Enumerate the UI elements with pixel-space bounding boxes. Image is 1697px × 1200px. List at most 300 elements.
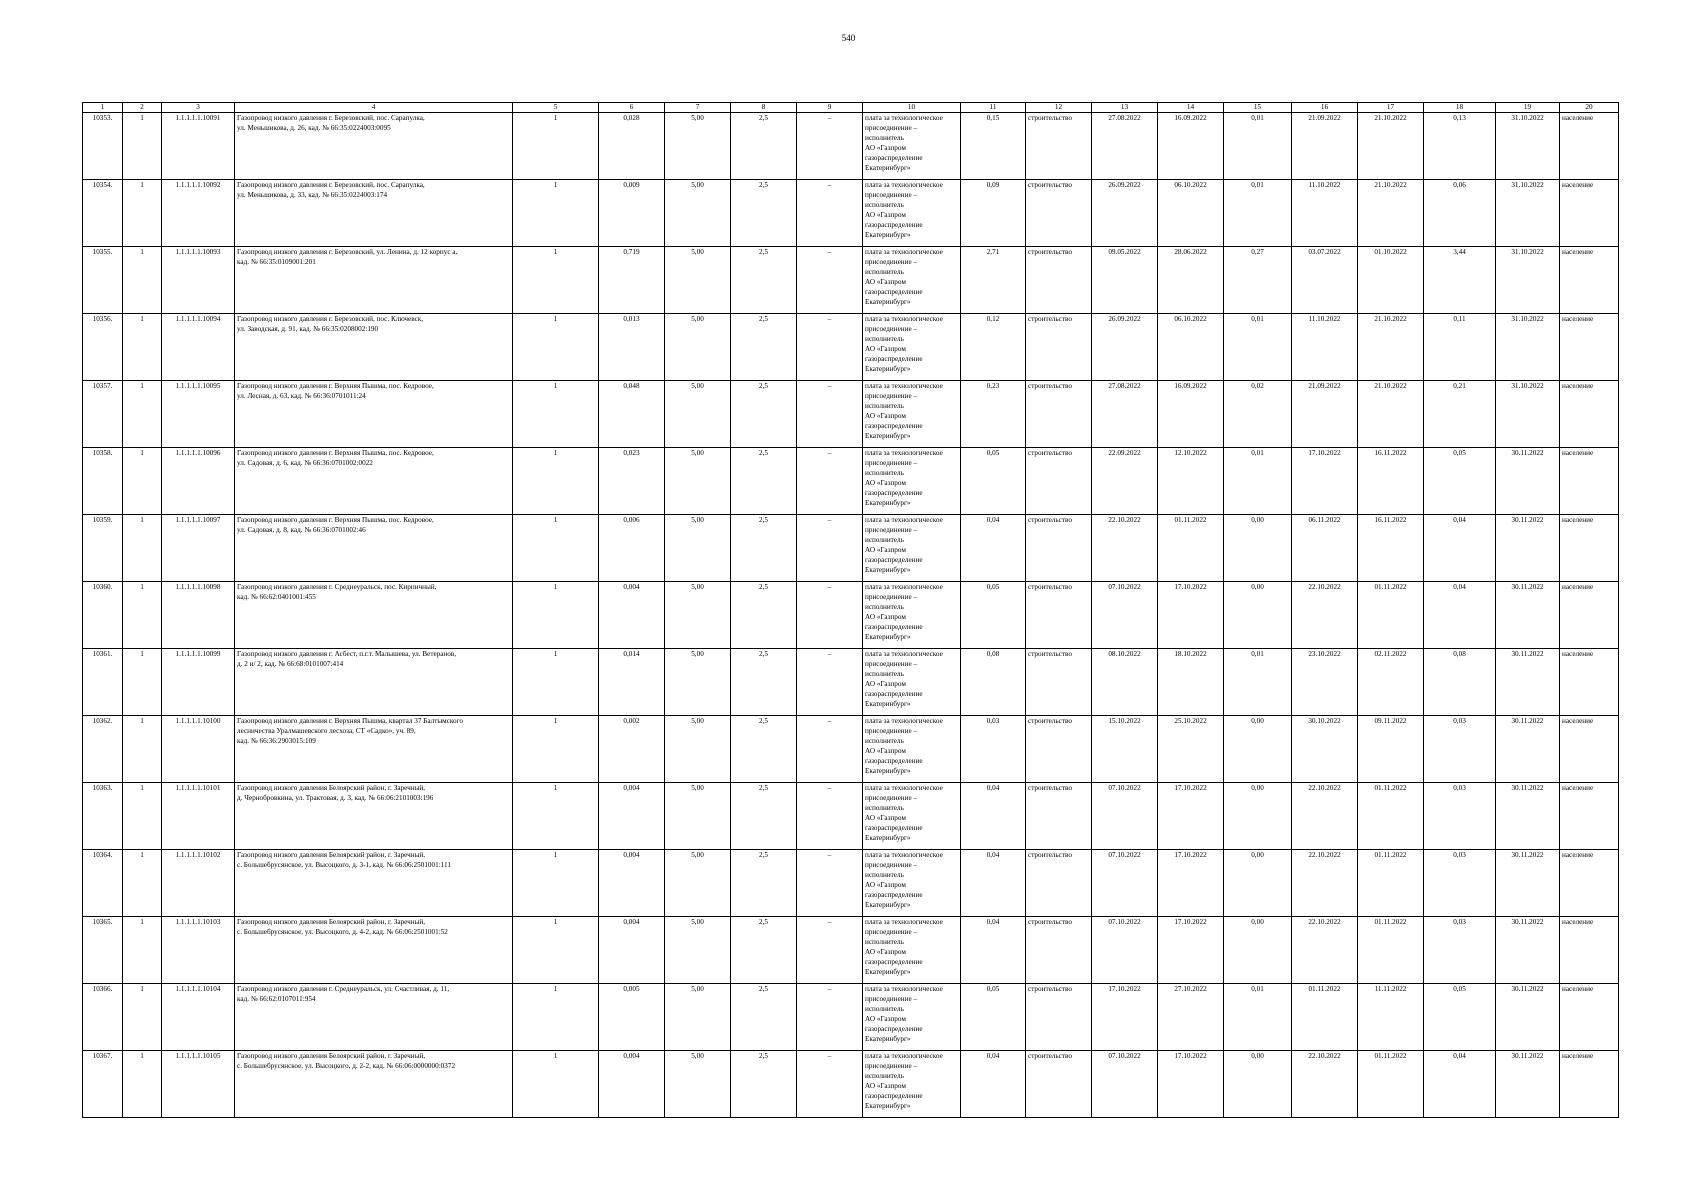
cell-c11: 0,23	[961, 381, 1026, 448]
cell-pay	[863, 180, 961, 247]
cell-c2: 1	[123, 582, 162, 649]
cell-c14: 18.10.2022	[1158, 649, 1224, 716]
pay-line: газораспределение	[865, 1025, 923, 1033]
cell-pay	[863, 113, 961, 180]
cell-c20: население	[1560, 180, 1619, 247]
cell-c6: 0,004	[599, 582, 665, 649]
cell-c18: 0,05	[1424, 448, 1496, 515]
cell-c12: строительство	[1026, 984, 1092, 1051]
cell-c9: –	[797, 1051, 863, 1118]
cell-c12: строительство	[1026, 716, 1092, 783]
pay-line: исполнитель	[865, 402, 904, 410]
cell-c5: 1	[513, 1051, 599, 1118]
cell-c19: 30.11.2022	[1496, 917, 1560, 984]
cell-c15: 0,01	[1224, 180, 1292, 247]
pay-line: плата за технологическое	[865, 181, 943, 189]
cell-c9: –	[797, 582, 863, 649]
column-header: 3	[162, 103, 235, 113]
cell-c8: 2,5	[731, 381, 797, 448]
column-header: 11	[961, 103, 1026, 113]
cell-c8: 2,5	[731, 247, 797, 314]
pay-line: плата за технологическое	[865, 851, 943, 859]
cell-code: 1.1.1.1.1.10091	[162, 113, 235, 180]
pay-line: плата за технологическое	[865, 784, 943, 792]
cell-no: 10354.	[83, 180, 123, 247]
cell-c12: строительство	[1026, 649, 1092, 716]
cell-c8: 2,5	[731, 314, 797, 381]
column-header: 15	[1224, 103, 1292, 113]
cell-c11: 0,05	[961, 582, 1026, 649]
cell-c14: 17.10.2022	[1158, 582, 1224, 649]
cell-c13: 09.05.2022	[1092, 247, 1158, 314]
pay-line: плата за технологическое	[865, 248, 943, 256]
cell-c19: 30.11.2022	[1496, 649, 1560, 716]
cell-c2: 1	[123, 180, 162, 247]
cell-desc: Газопровод низкого давления Белоярский район, г. Заречный, с. Большебрусянское, ул. Высоцкого, д. 3-1, кад. № 66:06:2501001:111	[235, 850, 513, 917]
cell-c18: 0,03	[1424, 783, 1496, 850]
pay-line: исполнитель	[865, 603, 904, 611]
table-row	[83, 515, 1619, 582]
pay-line: газораспределение	[865, 489, 923, 497]
cell-c14: 06.10.2022	[1158, 314, 1224, 381]
pay-line: Екатеринбург»	[865, 499, 911, 507]
pay-line: газораспределение	[865, 958, 923, 966]
cell-c16: 01.11.2022	[1292, 984, 1358, 1051]
cell-c8: 2,5	[731, 716, 797, 783]
cell-c18: 0,04	[1424, 515, 1496, 582]
cell-desc: Газопровод низкого давления г. Верхняя Пышма, пос. Кедровое, ул. Лесная, д. 63, кад. № 66:36:0701011:24	[235, 381, 513, 448]
cell-c8: 2,5	[731, 850, 797, 917]
cell-c2: 1	[123, 515, 162, 582]
cell-c8: 2,5	[731, 448, 797, 515]
cell-desc: Газопровод низкого давления г. Верхняя Пышма, пос. Кедровое, ул. Садовая, д. 6, кад. № 66:36:0701002:0022	[235, 448, 513, 515]
cell-c2: 1	[123, 247, 162, 314]
pay-line: исполнитель	[865, 804, 904, 812]
cell-c13: 22.10.2022	[1092, 515, 1158, 582]
cell-desc: Газопровод низкого давления Белоярский район, г. Заречный, с. Большебрусянское, ул. Высоцкого, д. 4-2, кад. № 66:06:2501001:52	[235, 917, 513, 984]
cell-c5: 1	[513, 582, 599, 649]
cell-pay	[863, 783, 961, 850]
pay-line: исполнитель	[865, 871, 904, 879]
cell-c12: строительство	[1026, 180, 1092, 247]
cell-c19: 30.11.2022	[1496, 984, 1560, 1051]
cell-c11: 0,09	[961, 180, 1026, 247]
cell-c2: 1	[123, 917, 162, 984]
pay-line: АО «Газпром	[865, 814, 906, 822]
cell-c19: 31.10.2022	[1496, 314, 1560, 381]
cell-c17: 01.11.2022	[1358, 582, 1424, 649]
pay-line: плата за технологическое	[865, 315, 943, 323]
cell-c16: 22.10.2022	[1292, 850, 1358, 917]
pay-line: исполнитель	[865, 1072, 904, 1080]
column-header: 4	[235, 103, 513, 113]
cell-c7: 5,00	[665, 716, 731, 783]
pay-line: АО «Газпром	[865, 680, 906, 688]
table-row	[83, 180, 1619, 247]
cell-c5: 1	[513, 515, 599, 582]
pay-line: исполнитель	[865, 737, 904, 745]
cell-code: 1.1.1.1.1.10104	[162, 984, 235, 1051]
pay-line: Екатеринбург»	[865, 767, 911, 775]
cell-no: 10358.	[83, 448, 123, 515]
cell-c17: 09.11.2022	[1358, 716, 1424, 783]
cell-c13: 07.10.2022	[1092, 783, 1158, 850]
cell-pay	[863, 515, 961, 582]
cell-desc: Газопровод низкого давления г. Березовский, пос. Ключевск, ул. Заводская, д. 91, кад. № 66:35:0208002:190	[235, 314, 513, 381]
cell-c2: 1	[123, 314, 162, 381]
cell-c14: 28.06.2022	[1158, 247, 1224, 314]
cell-c13: 07.10.2022	[1092, 582, 1158, 649]
cell-c6: 0,006	[599, 515, 665, 582]
cell-c17: 01.10.2022	[1358, 247, 1424, 314]
header-row	[83, 103, 1619, 113]
cell-c13: 15.10.2022	[1092, 716, 1158, 783]
table-row	[83, 917, 1619, 984]
pay-line: Екатеринбург»	[865, 365, 911, 373]
pay-line: газораспределение	[865, 623, 923, 631]
cell-c19: 30.11.2022	[1496, 716, 1560, 783]
pay-line: присоединение –	[865, 794, 918, 802]
table-row	[83, 783, 1619, 850]
pay-line: присоединение –	[865, 928, 918, 936]
table-row	[83, 716, 1619, 783]
cell-c14: 12.10.2022	[1158, 448, 1224, 515]
pay-line: АО «Газпром	[865, 881, 906, 889]
cell-c7: 5,00	[665, 1051, 731, 1118]
pay-line: АО «Газпром	[865, 211, 906, 219]
cell-c9: –	[797, 984, 863, 1051]
cell-c16: 22.10.2022	[1292, 1051, 1358, 1118]
cell-c7: 5,00	[665, 783, 731, 850]
pay-line: Екатеринбург»	[865, 298, 911, 306]
cell-c13: 07.10.2022	[1092, 1051, 1158, 1118]
cell-c20: население	[1560, 515, 1619, 582]
cell-desc: Газопровод низкого давления г. Среднеуральск, ул. Счастливая, д. 11, кад. № 66:62:0107011:954	[235, 984, 513, 1051]
cell-c15: 0,01	[1224, 113, 1292, 180]
cell-c12: строительство	[1026, 917, 1092, 984]
cell-c12: строительство	[1026, 1051, 1092, 1118]
cell-c6: 0,028	[599, 113, 665, 180]
pay-line: газораспределение	[865, 556, 923, 564]
cell-c11: 0,04	[961, 515, 1026, 582]
pay-line: Екатеринбург»	[865, 901, 911, 909]
cell-code: 1.1.1.1.1.10094	[162, 314, 235, 381]
cell-c2: 1	[123, 850, 162, 917]
cell-c17: 21.10.2022	[1358, 314, 1424, 381]
column-header: 8	[731, 103, 797, 113]
cell-c16: 22.10.2022	[1292, 917, 1358, 984]
cell-c17: 02.11.2022	[1358, 649, 1424, 716]
pay-line: плата за технологическое	[865, 583, 943, 591]
cell-c17: 01.11.2022	[1358, 1051, 1424, 1118]
cell-c8: 2,5	[731, 984, 797, 1051]
cell-c16: 11.10.2022	[1292, 314, 1358, 381]
pay-line: плата за технологическое	[865, 382, 943, 390]
table-row	[83, 247, 1619, 314]
column-header: 13	[1092, 103, 1158, 113]
cell-c15: 0,27	[1224, 247, 1292, 314]
pay-line: исполнитель	[865, 335, 904, 343]
cell-c13: 07.10.2022	[1092, 917, 1158, 984]
cell-c17: 01.11.2022	[1358, 783, 1424, 850]
cell-pay	[863, 850, 961, 917]
cell-c6: 0,048	[599, 381, 665, 448]
cell-c20: население	[1560, 381, 1619, 448]
pay-line: АО «Газпром	[865, 479, 906, 487]
cell-pay	[863, 649, 961, 716]
pay-line: АО «Газпром	[865, 345, 906, 353]
cell-c6: 0,013	[599, 314, 665, 381]
cell-c9: –	[797, 850, 863, 917]
cell-pay	[863, 582, 961, 649]
cell-c6: 0,023	[599, 448, 665, 515]
cell-c11: 0,04	[961, 1051, 1026, 1118]
pay-line: присоединение –	[865, 727, 918, 735]
cell-c15: 0,00	[1224, 515, 1292, 582]
pay-line: АО «Газпром	[865, 412, 906, 420]
cell-c20: население	[1560, 984, 1619, 1051]
cell-code: 1.1.1.1.1.10097	[162, 515, 235, 582]
table-row	[83, 381, 1619, 448]
cell-c9: –	[797, 649, 863, 716]
cell-c19: 30.11.2022	[1496, 448, 1560, 515]
cell-code: 1.1.1.1.1.10101	[162, 783, 235, 850]
pay-line: исполнитель	[865, 469, 904, 477]
cell-desc: Газопровод низкого давления г. Среднеуральск, пос. Кирпичный, кад. № 66:62:0401001:455	[235, 582, 513, 649]
data-table	[82, 102, 1619, 1118]
cell-c14: 01.11.2022	[1158, 515, 1224, 582]
cell-c19: 30.11.2022	[1496, 1051, 1560, 1118]
cell-c16: 23.10.2022	[1292, 649, 1358, 716]
pay-line: присоединение –	[865, 526, 918, 534]
cell-c7: 5,00	[665, 180, 731, 247]
cell-c6: 0,002	[599, 716, 665, 783]
cell-c2: 1	[123, 448, 162, 515]
cell-c7: 5,00	[665, 917, 731, 984]
cell-c13: 27.08.2022	[1092, 113, 1158, 180]
pay-line: присоединение –	[865, 660, 918, 668]
table-row	[83, 649, 1619, 716]
column-header: 9	[797, 103, 863, 113]
cell-c7: 5,00	[665, 582, 731, 649]
cell-c6: 0,004	[599, 1051, 665, 1118]
cell-desc: Газопровод низкого давления г. Верхняя Пышма, квартал 37 Балтымского лесничества Уралмашевского лесхоза, СТ «Садко», уч. 89, кад. № 66:36:2903015:109	[235, 716, 513, 783]
table-row	[83, 113, 1619, 180]
cell-c18: 0,04	[1424, 1051, 1496, 1118]
pay-line: присоединение –	[865, 1062, 918, 1070]
cell-c2: 1	[123, 1051, 162, 1118]
cell-c11: 0,04	[961, 850, 1026, 917]
cell-c13: 08.10.2022	[1092, 649, 1158, 716]
cell-desc: Газопровод низкого давления г. Березовский, ул. Ленина, д. 12 корпус а, кад. № 66:35:0109001:201	[235, 247, 513, 314]
pay-line: Екатеринбург»	[865, 231, 911, 239]
cell-pay	[863, 984, 961, 1051]
cell-c9: –	[797, 448, 863, 515]
cell-c16: 17.10.2022	[1292, 448, 1358, 515]
cell-c15: 0,00	[1224, 716, 1292, 783]
pay-line: газораспределение	[865, 355, 923, 363]
cell-c5: 1	[513, 448, 599, 515]
cell-c5: 1	[513, 649, 599, 716]
cell-c16: 06.11.2022	[1292, 515, 1358, 582]
cell-c11: 0,12	[961, 314, 1026, 381]
cell-c8: 2,5	[731, 515, 797, 582]
cell-c16: 22.10.2022	[1292, 783, 1358, 850]
cell-c15: 0,00	[1224, 917, 1292, 984]
pay-line: исполнитель	[865, 938, 904, 946]
pay-line: исполнитель	[865, 201, 904, 209]
cell-c9: –	[797, 917, 863, 984]
column-header: 7	[665, 103, 731, 113]
pay-line: Екатеринбург»	[865, 700, 911, 708]
cell-c13: 17.10.2022	[1092, 984, 1158, 1051]
cell-c19: 30.11.2022	[1496, 850, 1560, 917]
table-row	[83, 582, 1619, 649]
pay-line: Екатеринбург»	[865, 432, 911, 440]
pay-line: газораспределение	[865, 221, 923, 229]
pay-line: Екатеринбург»	[865, 1102, 911, 1110]
column-header: 2	[123, 103, 162, 113]
cell-c14: 27.10.2022	[1158, 984, 1224, 1051]
cell-c12: строительство	[1026, 783, 1092, 850]
cell-c19: 31.10.2022	[1496, 180, 1560, 247]
cell-c17: 01.11.2022	[1358, 850, 1424, 917]
cell-c9: –	[797, 113, 863, 180]
cell-c19: 30.11.2022	[1496, 783, 1560, 850]
pay-line: исполнитель	[865, 1005, 904, 1013]
cell-c16: 21.09.2022	[1292, 381, 1358, 448]
cell-c17: 01.11.2022	[1358, 917, 1424, 984]
cell-c17: 21.10.2022	[1358, 180, 1424, 247]
cell-desc: Газопровод низкого давления г. Верхняя Пышма, пос. Кедровое, ул. Садовая, д. 8, кад. № 66:36:0701002:46	[235, 515, 513, 582]
cell-pay	[863, 314, 961, 381]
cell-c9: –	[797, 783, 863, 850]
cell-c20: население	[1560, 582, 1619, 649]
cell-no: 10361.	[83, 649, 123, 716]
cell-c7: 5,00	[665, 247, 731, 314]
cell-c20: население	[1560, 783, 1619, 850]
table-row	[83, 984, 1619, 1051]
pay-line: газораспределение	[865, 154, 923, 162]
pay-line: плата за технологическое	[865, 449, 943, 457]
cell-c18: 0,21	[1424, 381, 1496, 448]
cell-c19: 30.11.2022	[1496, 582, 1560, 649]
cell-c6: 0,004	[599, 850, 665, 917]
cell-no: 10359.	[83, 515, 123, 582]
cell-code: 1.1.1.1.1.10096	[162, 448, 235, 515]
column-header: 18	[1424, 103, 1496, 113]
cell-c18: 0,04	[1424, 582, 1496, 649]
column-header: 6	[599, 103, 665, 113]
pay-line: газораспределение	[865, 1092, 923, 1100]
pay-line: Екатеринбург»	[865, 1035, 911, 1043]
cell-c7: 5,00	[665, 515, 731, 582]
cell-code: 1.1.1.1.1.10102	[162, 850, 235, 917]
cell-c8: 2,5	[731, 1051, 797, 1118]
pay-line: АО «Газпром	[865, 747, 906, 755]
cell-c5: 1	[513, 783, 599, 850]
cell-c14: 16.09.2022	[1158, 381, 1224, 448]
cell-c9: –	[797, 247, 863, 314]
cell-pay	[863, 381, 961, 448]
pay-line: исполнитель	[865, 670, 904, 678]
cell-c19: 30.11.2022	[1496, 515, 1560, 582]
cell-c12: строительство	[1026, 515, 1092, 582]
cell-c17: 21.10.2022	[1358, 381, 1424, 448]
pay-line: АО «Газпром	[865, 948, 906, 956]
cell-desc: Газопровод низкого давления г. Березовский, пос. Сарапулка, ул. Меньшикова, д. 33, кад. № 66:35:0224003:174	[235, 180, 513, 247]
cell-c14: 17.10.2022	[1158, 917, 1224, 984]
cell-c18: 0,03	[1424, 850, 1496, 917]
cell-c16: 11.10.2022	[1292, 180, 1358, 247]
cell-c11: 2,71	[961, 247, 1026, 314]
cell-c12: строительство	[1026, 381, 1092, 448]
cell-code: 1.1.1.1.1.10099	[162, 649, 235, 716]
pay-line: присоединение –	[865, 459, 918, 467]
pay-line: плата за технологическое	[865, 650, 943, 658]
cell-c8: 2,5	[731, 180, 797, 247]
pay-line: исполнитель	[865, 134, 904, 142]
cell-c5: 1	[513, 314, 599, 381]
cell-c13: 26.09.2022	[1092, 314, 1158, 381]
pay-line: Екатеринбург»	[865, 164, 911, 172]
cell-c2: 1	[123, 113, 162, 180]
cell-c11: 0,05	[961, 984, 1026, 1051]
pay-line: присоединение –	[865, 325, 918, 333]
cell-pay	[863, 1051, 961, 1118]
cell-pay	[863, 448, 961, 515]
pay-line: плата за технологическое	[865, 918, 943, 926]
cell-c7: 5,00	[665, 113, 731, 180]
cell-c19: 31.10.2022	[1496, 247, 1560, 314]
cell-c7: 5,00	[665, 381, 731, 448]
cell-c12: строительство	[1026, 850, 1092, 917]
pay-line: АО «Газпром	[865, 546, 906, 554]
pay-line: газораспределение	[865, 824, 923, 832]
cell-c16: 03.07.2022	[1292, 247, 1358, 314]
cell-c2: 1	[123, 783, 162, 850]
cell-c20: население	[1560, 850, 1619, 917]
cell-c20: население	[1560, 1051, 1619, 1118]
cell-c20: население	[1560, 247, 1619, 314]
pay-line: газораспределение	[865, 690, 923, 698]
pay-line: газораспределение	[865, 288, 923, 296]
table-row	[83, 850, 1619, 917]
cell-no: 10357.	[83, 381, 123, 448]
cell-c18: 0,03	[1424, 917, 1496, 984]
pay-line: присоединение –	[865, 861, 918, 869]
table-row	[83, 314, 1619, 381]
cell-c14: 06.10.2022	[1158, 180, 1224, 247]
pay-line: Екатеринбург»	[865, 968, 911, 976]
cell-c14: 17.10.2022	[1158, 783, 1224, 850]
cell-c17: 11.11.2022	[1358, 984, 1424, 1051]
cell-c16: 21.09.2022	[1292, 113, 1358, 180]
cell-c8: 2,5	[731, 113, 797, 180]
cell-c15: 0,00	[1224, 582, 1292, 649]
cell-c5: 1	[513, 247, 599, 314]
cell-desc: Газопровод низкого давления Белоярский район, г. Заречный, с. Большебрусянское, ул. Высоцкого, д. 2-2, кад. № 66:06:0000000:0372	[235, 1051, 513, 1118]
cell-no: 10366.	[83, 984, 123, 1051]
cell-no: 10363.	[83, 783, 123, 850]
cell-c7: 5,00	[665, 649, 731, 716]
cell-code: 1.1.1.1.1.10092	[162, 180, 235, 247]
cell-desc: Газопровод низкого давления Белоярский район, г. Заречный, д. Чернобровкина, ул. Трактовая, д. 3, кад. № 66:06:2101003:196	[235, 783, 513, 850]
cell-pay	[863, 247, 961, 314]
cell-c15: 0,00	[1224, 850, 1292, 917]
cell-c5: 1	[513, 850, 599, 917]
cell-c8: 2,5	[731, 649, 797, 716]
